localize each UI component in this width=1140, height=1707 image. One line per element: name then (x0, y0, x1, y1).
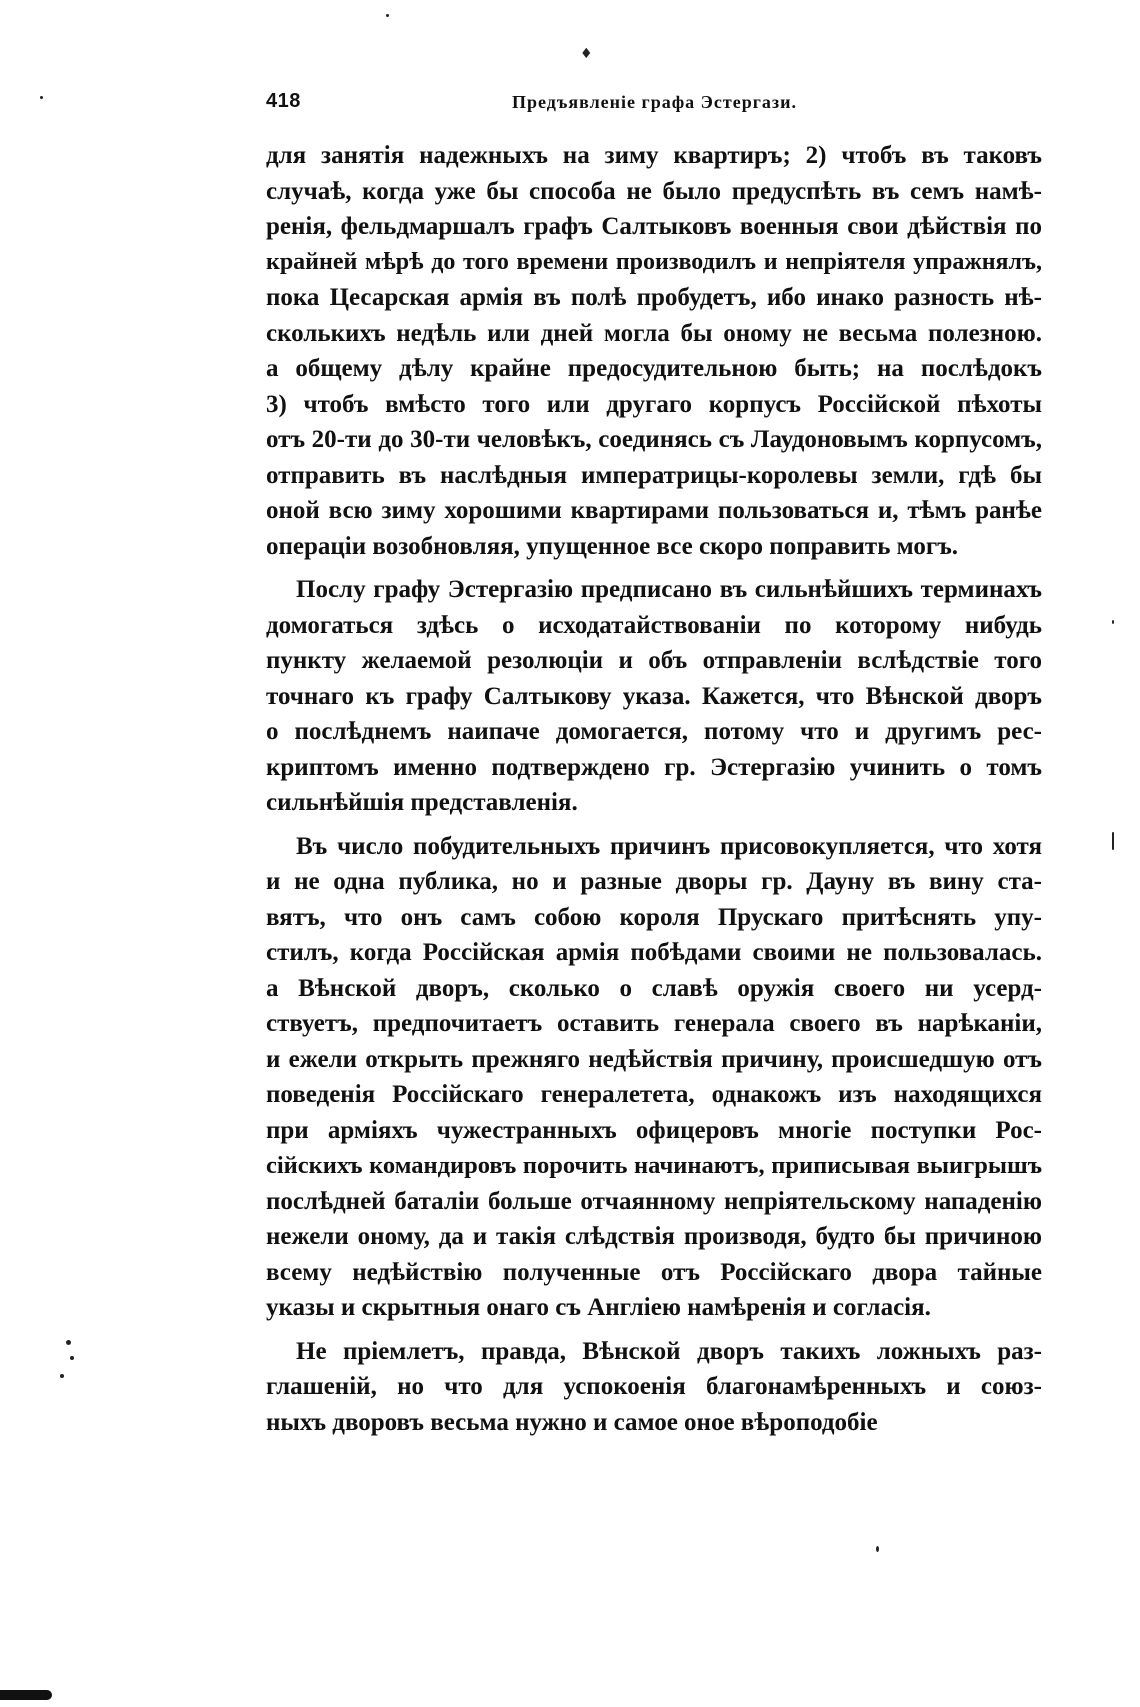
paragraph-gap (266, 1326, 1042, 1334)
text-line: о послѣднемъ наипаче домогается, потому что и другимъ рес- (266, 718, 1042, 745)
scan-speck (70, 1356, 74, 1360)
text-line: а общему дѣлу крайне предосудительною быть; на послѣдокъ (266, 355, 1042, 382)
text-line: крайней мѣрѣ до того времени производилъ и непріятеля упражнялъ, (266, 248, 1042, 275)
text-line: послѣдней баталіи больше отчаянному непріятельскому нападенію (266, 1187, 1042, 1215)
text-line: Въ число побудительныхъ причинъ присовокупляется, что хотя (296, 832, 1042, 860)
running-title: Предъявленіе графа Эстергази. (512, 92, 797, 112)
paragraph (266, 138, 1042, 564)
text-line: указы и скрытныя онаго съ Англіею намѣренія и согласія. (266, 1294, 931, 1321)
text-line: Не пріемлетъ, правда, Вѣнской дворъ такихъ ложныхъ раз- (296, 1337, 1042, 1365)
text-line: сколькихъ недѣль или дней могла бы оному не весьма полезною. (266, 319, 1042, 347)
text-line: криптомъ именно подтверждено гр. Эстергазію учинить о томъ (266, 753, 1042, 781)
page-number: 418 (266, 90, 301, 112)
scan-speck (66, 1340, 71, 1345)
text-line: Послу графу Эстергазію предписано въ сильнѣйшихъ терминахъ (296, 576, 1042, 603)
text-line: пункту желаемой резолюціи и объ отправленіи вслѣдствіе того (266, 647, 1042, 674)
text-line: а Вѣнской дворъ, сколько о славѣ оружія своего ни усерд- (266, 974, 1042, 1002)
text-line: и не одна публика, но и разные дворы гр. Дауну въ вину ста- (266, 868, 1042, 895)
text-line: точнаго къ графу Салтыкову указа. Кажется, что Вѣнской дворъ (266, 682, 1042, 710)
paragraph-gap (266, 821, 1042, 829)
text-line: при арміяхъ чужестранныхъ офицеровъ многіе поступки Рос- (266, 1116, 1042, 1144)
text-line: нежели оному, да и такія слѣдствія производя, будто бы причиною (266, 1223, 1042, 1250)
paragraph (266, 572, 1042, 821)
text-line: стилъ, когда Россійская армія побѣдами своими не пользовалась. (266, 939, 1042, 966)
text-line: 3) чтобъ вмѣсто того или другаго корпусъ Россійской пѣхоты (266, 390, 1042, 418)
text-line: отъ 20-ти до 30-ти человѣкъ, соединясь съ Лаудоновымъ корпусомъ, (266, 426, 1042, 453)
paragraph (266, 1334, 1042, 1441)
scan-speck (1112, 620, 1114, 624)
scan-edge-mark (0, 1690, 52, 1700)
text-line: ренія, фельдмаршалъ графъ Салтыковъ военныя свои дѣйствія по (266, 213, 1042, 240)
text-line: поведенія Россійскаго генералетета, однакожъ изъ находящихся (266, 1081, 1042, 1108)
fleuron-icon: ♦ (580, 46, 593, 62)
text-line: пока Цесарская армія въ полѣ пробудетъ, ибо инако разность нѣ- (266, 284, 1042, 311)
scan-speck (60, 1374, 64, 1378)
text-line: сильнѣйшія представленія. (266, 789, 578, 816)
text-line: всему недѣйствію полученные отъ Россійскаго двора тайные (266, 1258, 1042, 1286)
paragraph (266, 829, 1042, 1326)
text-line: ныхъ дворовъ весьма нужно и самое оное вѣроподобіе (266, 1408, 878, 1436)
text-line: ствуетъ, предпочитаетъ оставить генерала своего въ нарѣканіи, (266, 1010, 1042, 1037)
scan-speck (1112, 832, 1114, 850)
text-line: отправить въ наслѣдныя императрицы-королевы земли, гдѣ бы (266, 461, 1042, 489)
text-line: оной всю зиму хорошими квартирами пользоваться и, тѣмъ ранѣе (266, 497, 1042, 524)
text-line: сійскихъ командировъ порочить начинаютъ, приписывая выигрышъ (266, 1152, 1042, 1179)
text-line: глашеній, но что для успокоенія благонамѣренныхъ и союз- (266, 1373, 1042, 1400)
text-line: вятъ, что онъ самъ собою короля Прускаго притѣснять упу- (266, 903, 1042, 931)
text-line: операціи возобновляя, упущенное все скоро поправить могъ. (266, 532, 959, 560)
text-line: домогаться здѣсь о исходатайствованіи по которому нибудь (266, 611, 1042, 639)
text-line: случаѣ, когда уже бы способа не было предуспѣть въ семъ намѣ- (266, 177, 1042, 205)
text-line: для занятія надежныхъ на зиму квартиръ; 2) чтобъ въ таковъ (266, 142, 1042, 169)
body-text (266, 138, 1042, 1440)
text-line: и ежели открыть прежняго недѣйствія причину, происшедшую отъ (266, 1045, 1042, 1073)
scan-speck (386, 14, 389, 17)
scan-speck (876, 1546, 879, 1552)
paragraph-gap (266, 564, 1042, 572)
scan-speck (40, 96, 43, 99)
page-header (266, 90, 1042, 124)
